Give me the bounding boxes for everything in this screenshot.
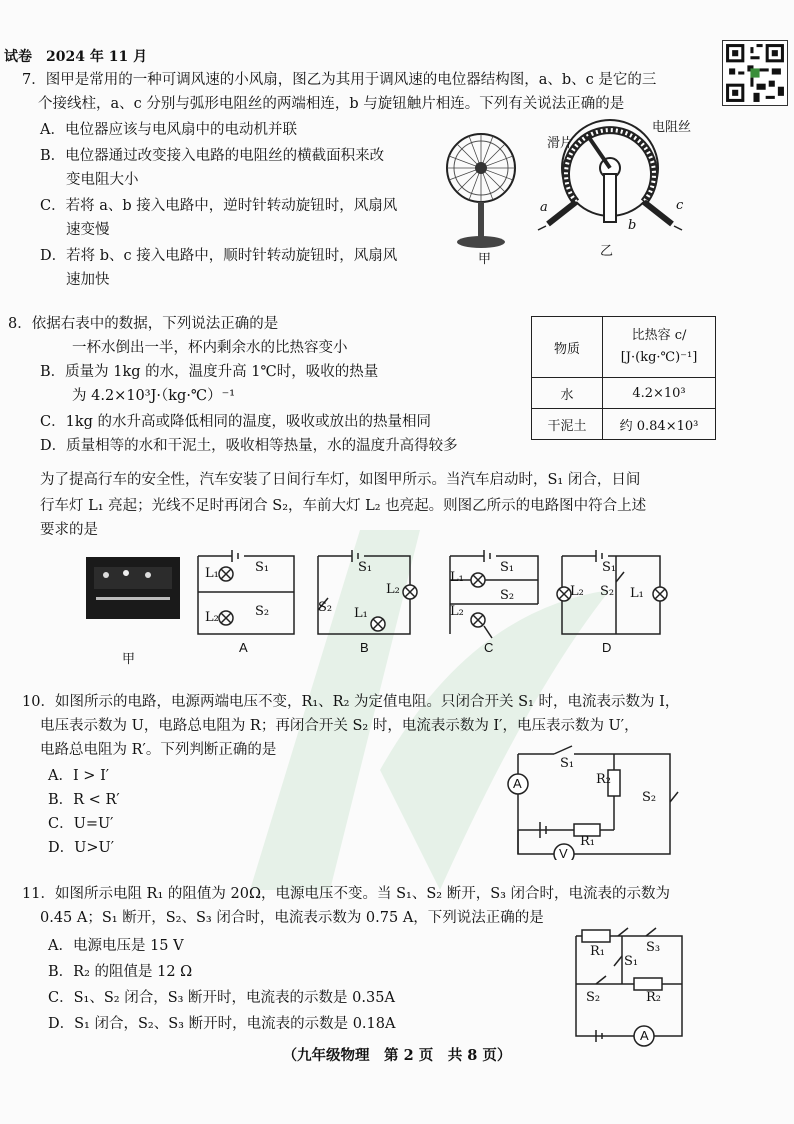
q7-label-slider: 滑片 <box>547 136 574 151</box>
q10-circuit-diagram <box>500 744 690 860</box>
table-cell-value: 约 0.84×10³ <box>603 409 716 440</box>
circuit-d-label-s1: S₁ <box>602 560 617 575</box>
table-cell-name: 干泥土 <box>532 409 603 440</box>
q11-option-d[interactable]: D．S₁ 闭合，S₂、S₃ 断开时，电流表的示数是 0.18A <box>48 1016 396 1032</box>
q11-option-a[interactable]: A．电源电压是 15 V <box>48 938 184 954</box>
table-header-capacity-line1: 比热容 c/ <box>631 328 687 343</box>
circuit-d-label-s2: S₂ <box>600 584 615 599</box>
circuit-c-label-s1: S₁ <box>500 560 515 575</box>
circuit-d-label-l2: L₂ <box>570 584 584 599</box>
q10-label-r2: R₂ <box>596 772 611 787</box>
circuit-option-a <box>192 546 300 644</box>
q7-option-c[interactable]: C．若将 a、b 接入电路中，逆时针转动旋钮时，风扇风 <box>40 198 398 214</box>
q10-label-r1: R₁ <box>580 834 595 849</box>
q10-option-d[interactable]: D．U>U′ <box>48 840 115 856</box>
q10-label-s2: S₂ <box>642 790 657 805</box>
q8-option-c[interactable]: C．1kg 的水升高或降低相同的温度，吸收或放出的热量相同 <box>40 414 431 430</box>
car-photo <box>86 557 180 619</box>
q10-option-a[interactable]: A．I > I′ <box>48 768 110 784</box>
q9-stem-line3: 要求的是 <box>40 522 98 538</box>
q11-label-s3: S₃ <box>646 940 661 955</box>
table-header-capacity-line2: [J·(kg·℃)⁻¹] <box>620 350 698 365</box>
q7-option-c-cont: 速变慢 <box>66 222 110 238</box>
q7-option-b-cont: 变电阻大小 <box>66 172 139 188</box>
q7-option-d-cont: 速加快 <box>66 272 110 288</box>
q10-stem-line1: 10．如图所示的电路，电源两端电压不变，R₁、R₂ 为定值电阻。只闭合开关 S₁ 时，电流表示数为 I， <box>22 694 680 710</box>
page-header: 试卷 2024 年 11 月 <box>4 49 148 65</box>
circuit-b-label-s2: S₂ <box>318 600 333 615</box>
q7-label-a: a <box>540 200 548 215</box>
table-header-capacity <box>603 317 716 378</box>
q11-option-c[interactable]: C．S₁、S₂ 闭合，S₃ 断开时，电流表的示数是 0.35A <box>48 990 395 1006</box>
q10-option-c[interactable]: C．U=U′ <box>48 816 114 832</box>
circuit-c-caption: C <box>484 640 494 655</box>
q8-option-a[interactable]: 一杯水倒出一半，杯内剩余水的比热容变小 <box>72 340 348 356</box>
circuit-c-label-l2: L₂ <box>450 604 464 619</box>
q8-option-b-cont: 为 4.2×10³J·（kg·℃）⁻¹ <box>72 388 236 404</box>
circuit-option-c <box>444 546 544 644</box>
q7-stem-line1: 7．图甲是常用的一种可调风速的小风扇，图乙为其用于调风速的电位器结构图，a、b、c 是它的三 <box>22 72 657 88</box>
circuit-a-label-l2: L₂ <box>205 610 219 625</box>
q9-stem-line2: 行车灯 L₁ 亮起；光线不足时再闭合 S₂，车前大灯 L₂ 也亮起。则图乙所示的电路图中符合上述 <box>40 498 647 514</box>
q8-option-b[interactable]: B．质量为 1kg 的水，温度升高 1℃时，吸收的热量 <box>40 364 379 380</box>
q11-label-r1: R₁ <box>590 944 605 959</box>
q9-fig-jia-caption: 甲 <box>122 652 136 667</box>
q10-ammeter-label: A <box>513 776 522 791</box>
q10-stem-line3: 电路总电阻为 R′。下列判断正确的是 <box>40 742 277 758</box>
q10-voltmeter-label: V <box>559 846 568 861</box>
q7-option-d[interactable]: D．若将 b、c 接入电路中，顺时针转动旋钮时，风扇风 <box>40 248 398 264</box>
qr-code-icon <box>722 40 788 106</box>
table-cell-value: 4.2×10³ <box>603 378 716 409</box>
q11-label-r2: R₂ <box>646 990 661 1005</box>
q7-label-c: c <box>676 198 684 213</box>
circuit-b-label-s1: S₁ <box>358 560 373 575</box>
q10-stem-line2: 电压表示数为 U，电路总电阻为 R；再闭合开关 S₂ 时，电流表示数为 I′，电压表示数为 U′， <box>40 718 639 734</box>
q7-label-b: b <box>628 218 637 233</box>
q7-fig-yi-caption: 乙 <box>600 244 614 259</box>
q11-label-s1: S₁ <box>624 954 639 969</box>
q9-stem-line1: 为了提高行车的安全性，汽车安装了日间行车灯，如图甲所示。当汽车启动时，S₁ 闭合，日间 <box>40 472 641 488</box>
circuit-a-label-l1: L₁ <box>205 566 219 581</box>
q7-label-wire: 电阻丝 <box>652 120 692 135</box>
q8-stem: 8．依据右表中的数据，下列说法正确的是 <box>8 316 279 332</box>
q10-label-s1: S₁ <box>560 756 575 771</box>
q7-stem-line2: 个接线柱，a、c 分别与弧形电阻丝的两端相连，b 与旋钮触片相连。下列有关说法正确的是 <box>38 96 625 112</box>
circuit-c-label-s2: S₂ <box>500 588 515 603</box>
q11-label-s2: S₂ <box>586 990 601 1005</box>
table-header-substance: 物质 <box>532 317 603 378</box>
q7-option-a[interactable]: A．电位器应该与电风扇中的电动机并联 <box>40 122 297 138</box>
specific-heat-table <box>531 316 716 440</box>
q11-stem-line1: 11．如图所示电阻 R₁ 的阻值为 20Ω，电源电压不变。当 S₁、S₂ 断开，S₃ 闭合时，电流表的示数为 <box>22 886 671 902</box>
page-footer: （九年级物理 第 2 页 共 8 页） <box>282 1047 512 1064</box>
circuit-a-label-s1: S₁ <box>255 560 270 575</box>
q7-fig-jia-caption: 甲 <box>478 252 492 267</box>
q10-option-b[interactable]: B．R < R′ <box>48 792 120 808</box>
q11-option-b[interactable]: B．R₂ 的阻值是 12 Ω <box>48 964 193 980</box>
circuit-b-label-l2: L₂ <box>386 582 400 597</box>
table-row <box>532 378 716 409</box>
q11-stem-line2: 0.45 A；S₁ 断开，S₂、S₃ 闭合时，电流表示数为 0.75 A，下列说法正确的是 <box>40 910 544 926</box>
circuit-c-label-l1: L₁ <box>450 570 464 585</box>
q11-ammeter-label: A <box>640 1028 649 1043</box>
circuit-b-caption: B <box>360 640 369 655</box>
circuit-a-caption: A <box>239 640 248 655</box>
circuit-d-caption: D <box>602 640 612 655</box>
q11-circuit-diagram <box>562 926 692 1056</box>
table-row <box>532 409 716 440</box>
circuit-b-label-l1: L₁ <box>354 606 368 621</box>
circuit-d-label-l1: L₁ <box>630 586 644 601</box>
circuit-a-label-s2: S₂ <box>255 604 270 619</box>
q8-option-d[interactable]: D．质量相等的水和干泥土，吸收相等热量，水的温度升高得较多 <box>40 438 458 454</box>
table-cell-name: 水 <box>532 378 603 409</box>
q7-option-b[interactable]: B．电位器通过改变接入电路的电阻丝的横截面积来改 <box>40 148 385 164</box>
